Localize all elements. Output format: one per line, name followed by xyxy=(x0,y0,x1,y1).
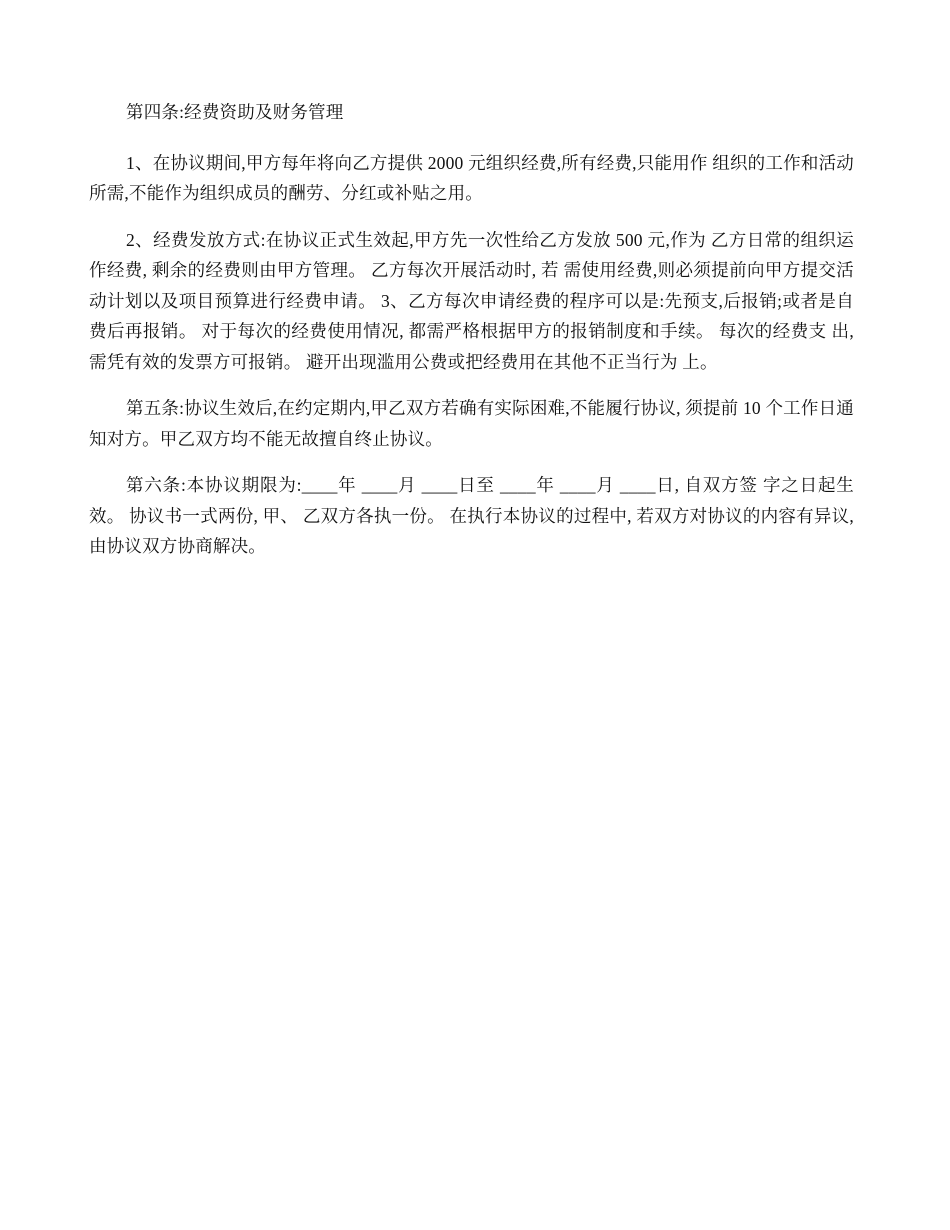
paragraph-article-6: 第六条:本协议期限为:____年 ____月 ____日至 ____年 ____月 ____日, 自双方签 字之日起生效。 协议书一式两份, 甲、 乙双方各执一份。 在执行本协议的过程中, 若双方对协议的内容有异议,由协议双方协商解决。 xyxy=(89,475,854,556)
paragraph-article-5: 第五条:协议生效后,在约定期内,甲乙双方若确有实际困难,不能履行协议, 须提前 10 个工作日通知对方。甲乙双方均不能无故擅自终止协议。 xyxy=(89,398,854,449)
section-heading-article-4: 第四条:经费资助及财务管理 xyxy=(126,102,344,122)
paragraph-funding-amount: 1、在协议期间,甲方每年将向乙方提供 2000 元组织经费,所有经费,只能用作 组织的工作和活动所需,不能作为组织成员的酬劳、分红或补贴之用。 xyxy=(89,152,854,203)
document-body xyxy=(89,97,854,578)
paragraph-funding-disbursement: 2、经费发放方式:在协议正式生效起,甲方先一次性给乙方发放 500 元,作为 乙方日常的组织运作经费, 剩余的经费则由甲方管理。 乙方每次开展活动时, 若 需使用经费,则必须提前向甲方提交活动计划以及项目预算进行经费申请。 3、乙方每次申请经费的程序可以是:先预支,后报销;或者是自费后再报销。 对于每次的经费使用情况, 都需严格根据甲方的报销制度和手续。 每次的经费支 出, 需凭有效的发票方可报销。 避开出现滥用公费或把经费用在其他不正当行为 上。 xyxy=(89,229,854,372)
